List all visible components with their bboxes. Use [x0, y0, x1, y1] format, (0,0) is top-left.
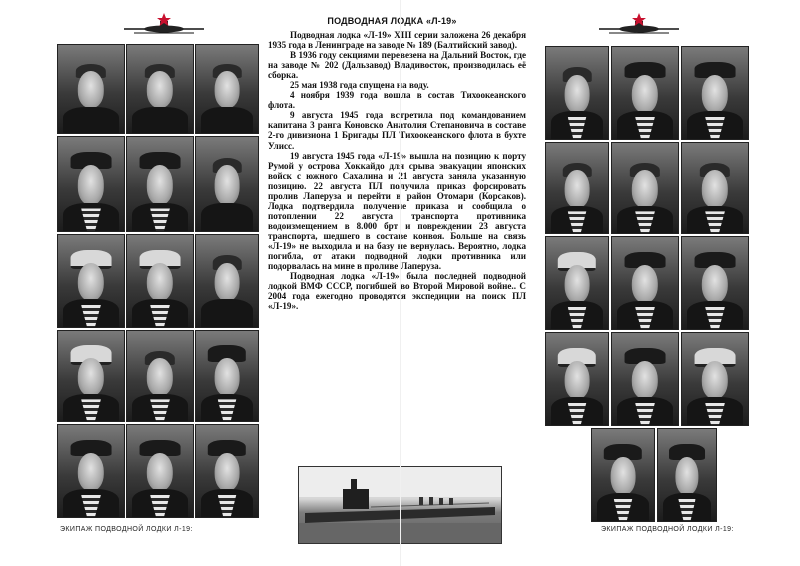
crew-portrait: [681, 46, 749, 140]
crew-portrait: [611, 46, 679, 140]
crew-portrait: [195, 424, 259, 518]
article-paragraph: В 1936 году секциями перевезена на Дальний Восток, где на заводе № 202 (Дальзавод) Владивосток, производилась её сборка.: [268, 50, 526, 81]
footer-right-caption: ЭКИПАЖ ПОДВОДНОЙ ЛОДКИ Л-19:: [601, 526, 734, 533]
article-paragraph: 9 августа 1945 года встретила под командованием капитана 3 ранга Коновско Анатолия Степановича в составе 2-го дивизиона 1 Бригады ПЛ Тихоокеанского флота в бухте Улисс.: [268, 110, 526, 151]
crew-portrait: [681, 236, 749, 330]
crew-portrait: [126, 424, 194, 518]
crew-portrait: [57, 424, 125, 518]
crew-portrait: [57, 330, 125, 422]
article-paragraph: Подводная лодка «Л-19» была последней подводной лодкой ВМФ СССР, погибшей во Второй Мировой войне.. С 2004 года ежегодно проводятся экспедиции на поиск ПЛ «Л-19».: [268, 271, 526, 312]
crew-portrait: [611, 142, 679, 234]
crew-portrait: [591, 428, 655, 522]
crew-portrait: [545, 236, 609, 330]
article-paragraph: Подводная лодка «Л-19» XIII серии заложена 26 декабря 1935 года в Ленинграде на заводе № 189 (Балтийский завод).: [268, 30, 526, 51]
article-paragraph: 25 мая 1938 года спущена на воду.: [290, 80, 429, 91]
crew-portrait: [126, 330, 194, 422]
submarine-star-emblem-icon: [597, 12, 681, 38]
page-title: ПОДВОДНАЯ ЛОДКА «Л-19»: [327, 16, 457, 26]
crew-portrait: [57, 44, 125, 134]
crew-portrait: [126, 136, 194, 232]
crew-portrait: [545, 46, 609, 140]
submarine-star-emblem-icon: [122, 12, 206, 38]
crew-portrait: [57, 136, 125, 232]
crew-portrait: [657, 428, 717, 522]
crew-portrait: [195, 234, 259, 328]
crew-portrait: [195, 330, 259, 422]
crew-portrait: [611, 236, 679, 330]
crew-portrait: [545, 332, 609, 426]
article-paragraph: 4 ноября 1939 года вошла в состав Тихоокеанского флота.: [268, 90, 526, 111]
crew-portrait: [126, 44, 194, 134]
footer-left-caption: ЭКИПАЖ ПОДВОДНОЙ ЛОДКИ Л-19:: [60, 526, 193, 533]
crew-portrait: [126, 234, 194, 328]
crew-portrait: [681, 142, 749, 234]
crew-portrait: [57, 234, 125, 328]
crew-portrait: [545, 142, 609, 234]
right-page: [400, 0, 800, 566]
crew-portrait: [611, 332, 679, 426]
crew-portrait: [681, 332, 749, 426]
article-paragraph: 19 августа 1945 года «Л-19» вышла на позицию к порту Румой у острова Хоккайдо для срыва эвакуации японских войск с южного Сахалина и 21 августа заняла указанную позицию. 22 августа ПЛ получила приказ форсировать пролив Лаперуза и перейти в район Отомари (Корсаков). Лодка подтвердила получение приказа и сообщила о потоплении 22 августа транспорта противника водоизмещением в 8.000 брт и повреждении 23 августа транспорта, шедшего в составе конвоя. Больше на связь «Л-19» не выходила и на базу не вернулась. Вероятно, лодка погибла, от атаки подводной лодки противника или подорвалась на мине в проливе Лаперуза.: [268, 150, 526, 272]
crew-portrait: [195, 44, 259, 134]
crew-portrait: [195, 136, 259, 232]
